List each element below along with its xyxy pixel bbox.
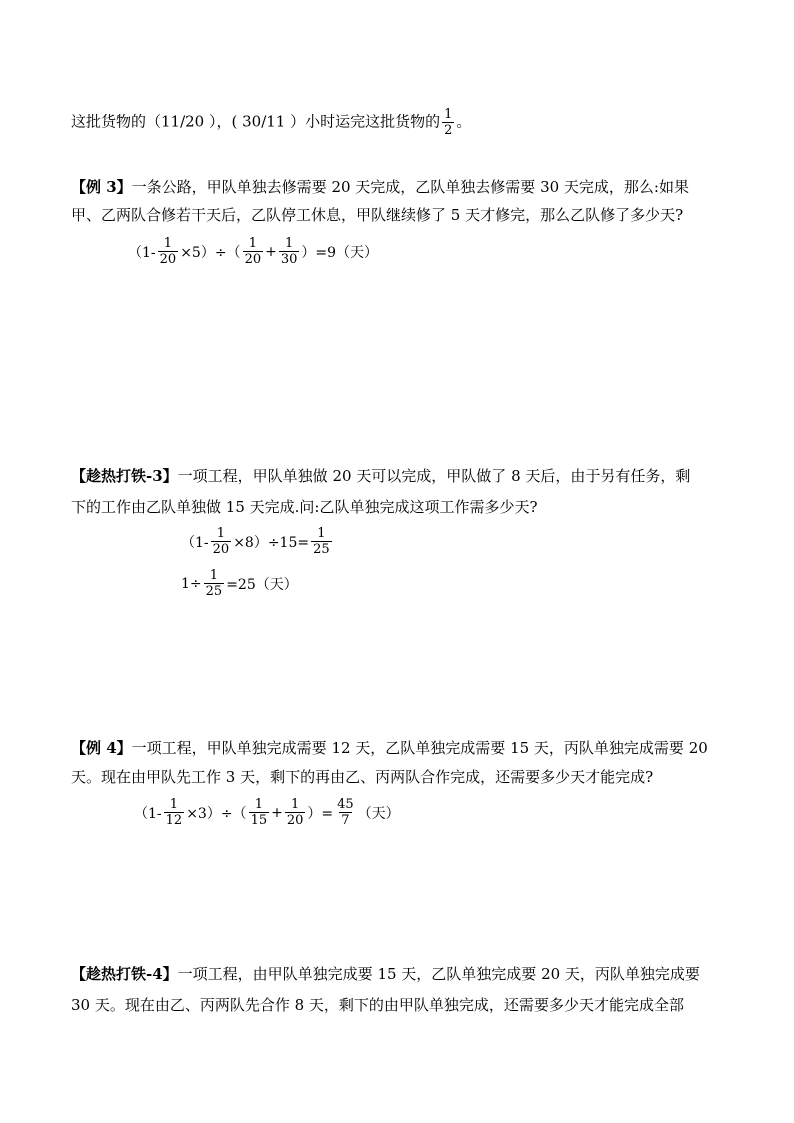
- fraction: $\frac{1}{20}$: [212, 526, 230, 557]
- drill-4-text: 一项工程，由甲队单独完成要 15 天，乙队单独完成要 20 天，丙队单独完成要: [177, 965, 700, 983]
- drill-3-label: 【趁热打铁-3】: [71, 467, 178, 485]
- example-3-text: 一条公路，甲队单独去修需要 20 天完成，乙队单独去修需要 30 天完成，那么:如果: [131, 178, 689, 196]
- example-3-line-1: [71, 177, 689, 197]
- example-4-line-2: 天。现在由甲队先工作 3 天，剩下的再由乙、丙两队合作完成，还需要多少天才能完成?: [71, 768, 654, 786]
- example-4-label: 【例 4】: [71, 739, 132, 757]
- fraction: $\frac{1}{25}$: [205, 568, 223, 599]
- example-3-line-2: 甲、乙两队合修若干天后，乙队停工休息，甲队继续修了 5 天才修完，那么乙队修了多少天?: [71, 206, 684, 224]
- drill-3-text: 一项工程，甲队单独做 20 天可以完成，甲队做了 8 天后，由于另有任务，剩: [177, 467, 691, 485]
- drill-4-line-2: 30 天。现在由乙、丙两队先合作 8 天，剩下的由甲队单独完成，还需要多少天才能完成全部: [71, 996, 684, 1014]
- drill-4-line-1: [71, 964, 700, 984]
- drill-4-label: 【趁热打铁-4】: [71, 965, 178, 983]
- drill-3-formula-2: 1÷ $\frac{1}{25}$ =25（天）: [181, 568, 298, 599]
- drill-3-line-1: [71, 466, 690, 486]
- drill-3-line-2: 下的工作由乙队单独做 15 天完成.问:乙队单独完成这项工作需多少天?: [71, 498, 538, 516]
- fraction: $\frac{1}{30}$: [280, 236, 298, 267]
- fraction: $\frac{1}{12}$: [165, 797, 183, 828]
- fraction: $\frac{1}{20}$: [286, 797, 304, 828]
- example-3-label: 【例 3】: [71, 178, 132, 196]
- fraction: $\frac{1}{25}$: [313, 526, 330, 557]
- fraction: $\frac{1}{15}$: [250, 797, 268, 828]
- fraction: $\frac{1}{20}$: [244, 236, 262, 267]
- answer-text: 这批货物的（11/20 ），( 30/11 ）小时运完这批货物的: [71, 112, 441, 131]
- drill-3-formula-1: （1- $\frac{1}{20}$ ×8）÷15= $\frac{1}{25}$: [181, 526, 330, 557]
- fraction: $\frac{1}{20}$: [159, 236, 177, 267]
- example-4-line-1: [71, 738, 708, 758]
- fraction-half: $\frac{1}{2}$: [444, 107, 453, 138]
- example-4-text: 一项工程，甲队单独完成需要 12 天，乙队单独完成需要 15 天，丙队单独完成需要 20: [131, 739, 708, 757]
- answer-line-1: 这批货物的（11/20 ），( 30/11 ）小时运完这批货物的 $\frac{1}{2}$ 。: [71, 107, 472, 138]
- example-4-formula: （1- $\frac{1}{12}$ ×3）÷（ $\frac{1}{15}$ + $\frac{1}{20}$ ）= $\frac{45}{7}$ （天）: [134, 797, 400, 828]
- fraction: $\frac{45}{7}$: [337, 797, 354, 828]
- example-3-formula: （1- $\frac{1}{20}$ ×5）÷（ $\frac{1}{20}$ + $\frac{1}{30}$ ）=9（天）: [128, 236, 379, 267]
